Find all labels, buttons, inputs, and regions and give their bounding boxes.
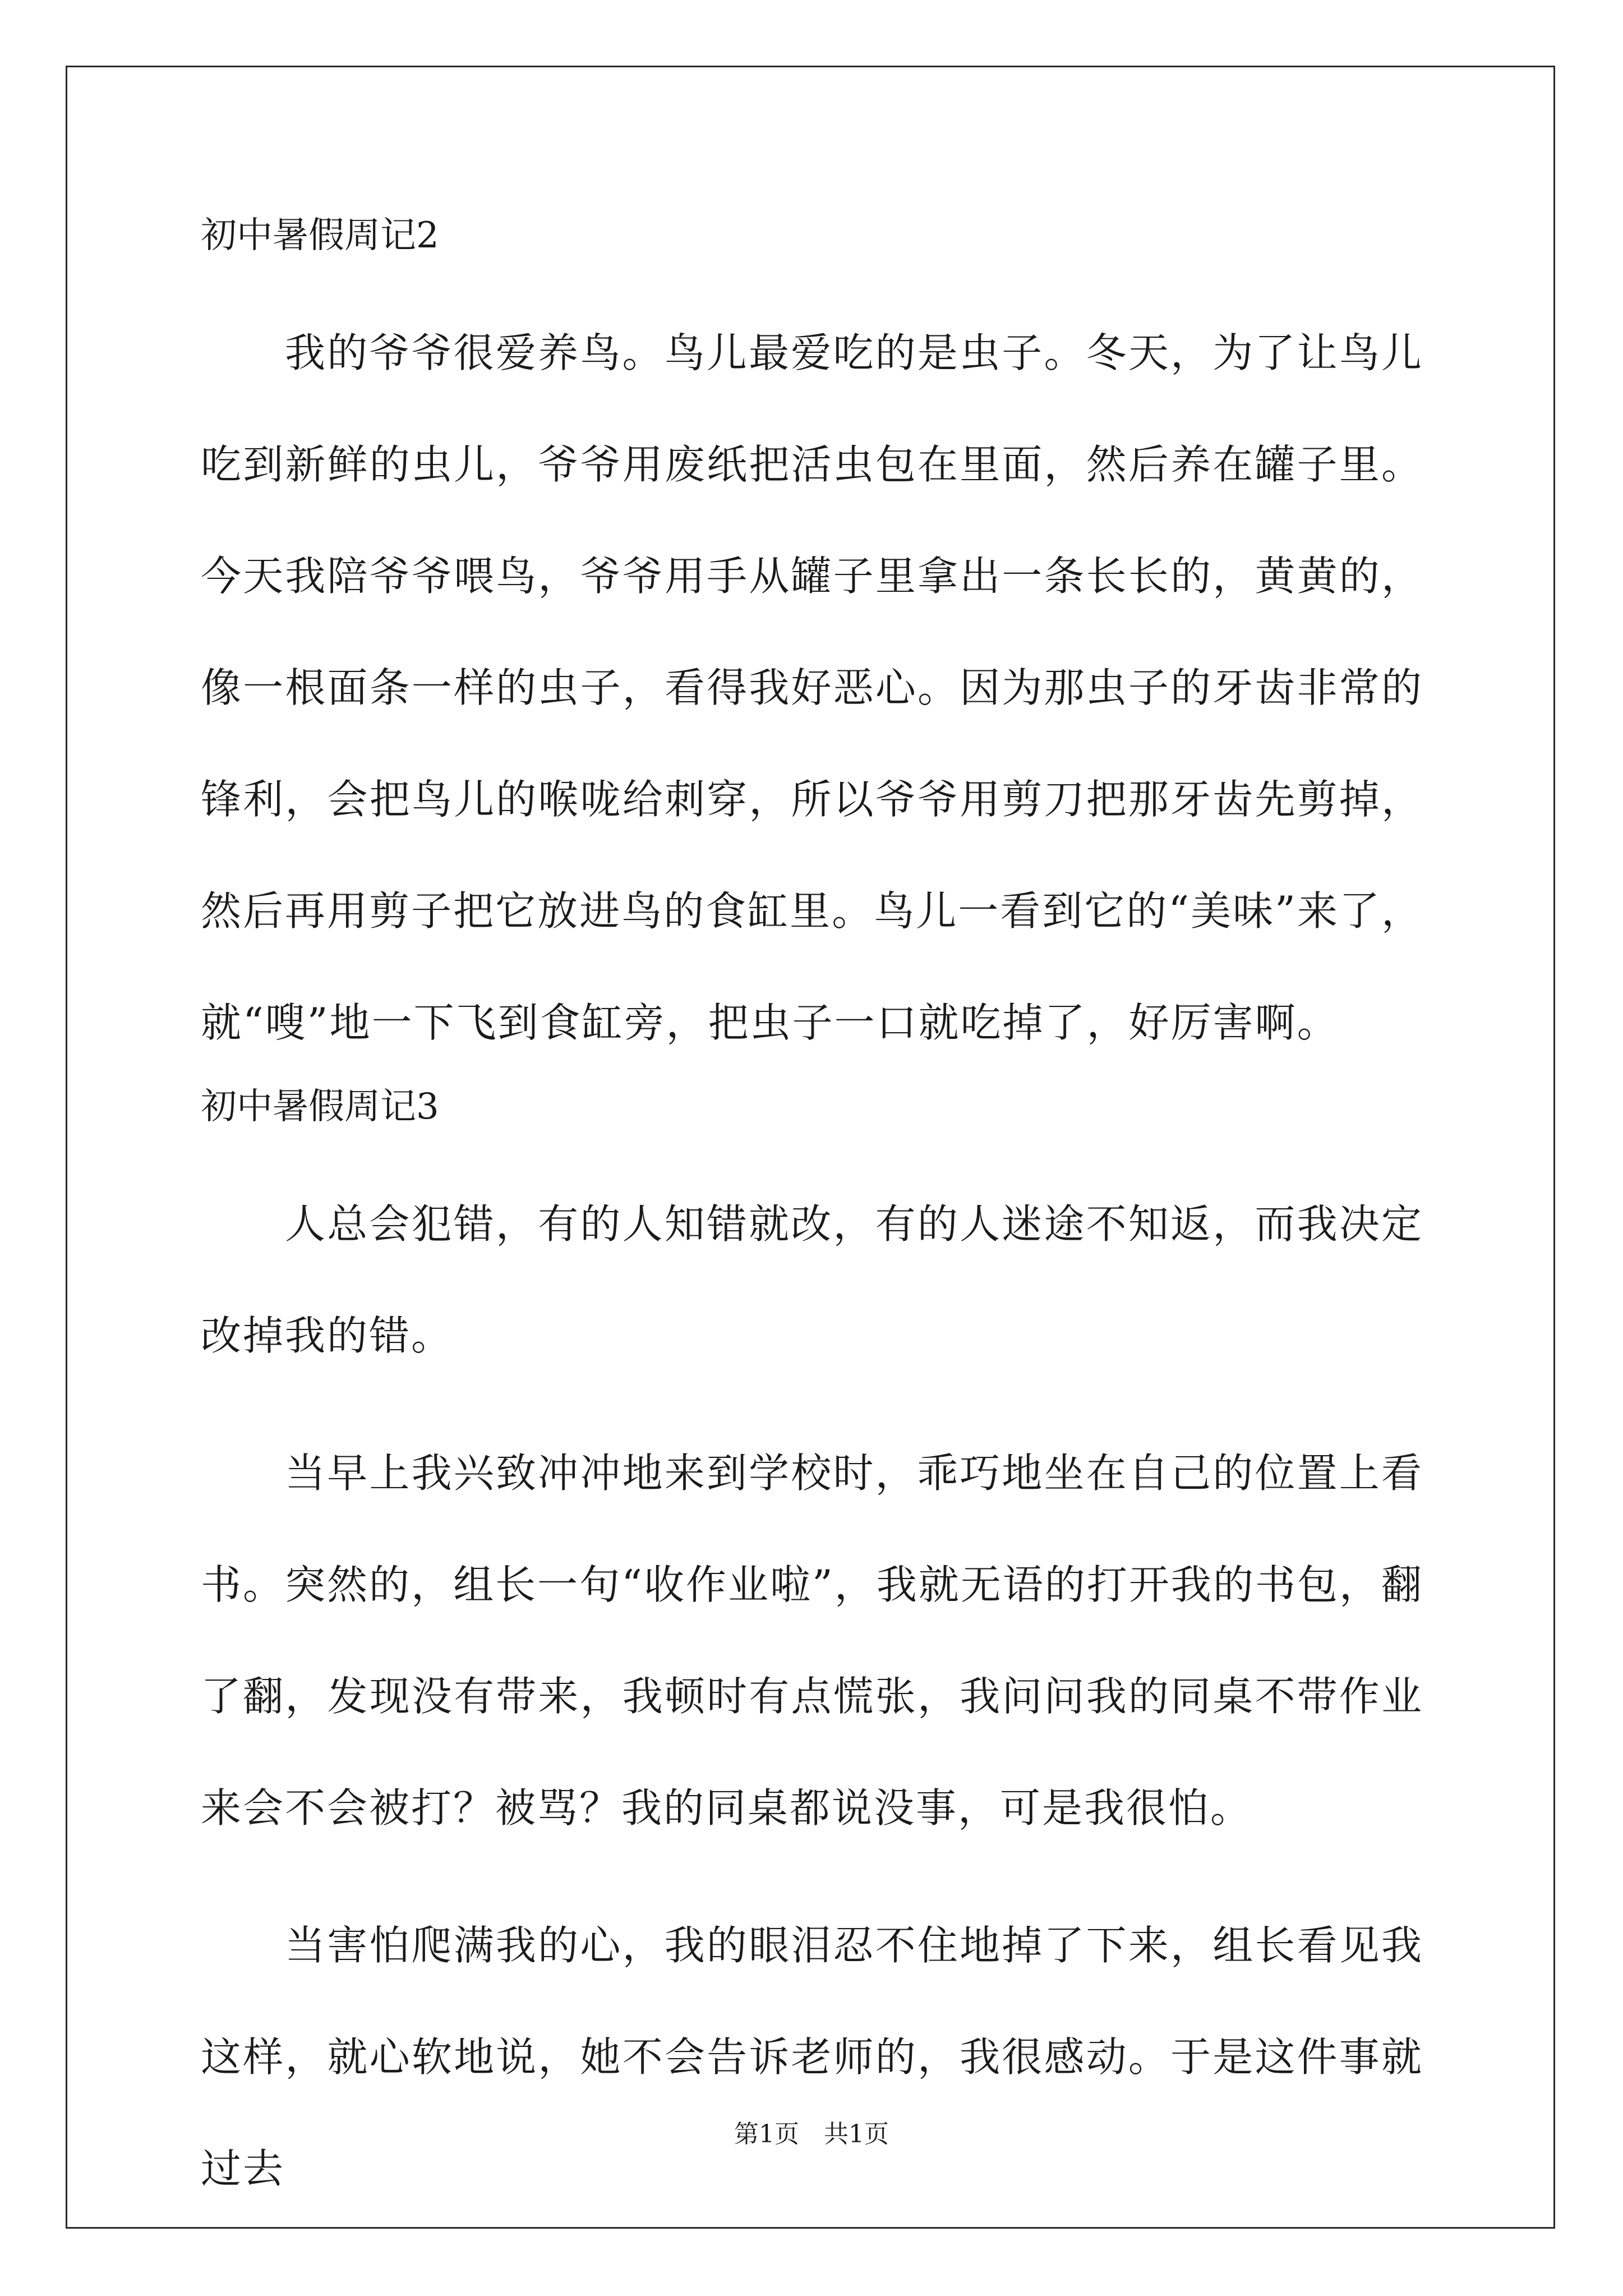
section-2-paragraph-1: 人总会犯错，有的人知错就改，有的人迷途不知返，而我决定改掉我的错。 bbox=[201, 1200, 1423, 1359]
section-heading-2: 初中暑假周记3 bbox=[201, 1086, 439, 1128]
section-2-paragraph-2: 当早上我兴致冲冲地来到学校时，乖巧地坐在自己的位置上看书。突然的，组长一句“收作业啦”，我就无语的打开我的书包，翻了翻，发现没有带来，我顿时有点慌张，我问问我的同桌不带作业来会不会被打？被骂？我的同桌都说没事，可是我很怕。 bbox=[201, 1450, 1423, 1832]
section-1-paragraph-1: 我的爷爷很爱养鸟。鸟儿最爱吃的是虫子。冬天，为了让鸟儿吃到新鲜的虫儿，爷爷用废纸把活虫包在里面，然后养在罐子里。今天我陪爷爷喂鸟，爷爷用手从罐子里拿出一条长长的，黄黄的，像一根面条一样的虫子，看得我好恶心。因为那虫子的牙齿非常的锋利，会把鸟儿的喉咙给刺穿，所以爷爷用剪刀把那牙齿先剪掉，然后再用剪子把它放进鸟的食缸里。鸟儿一看到它的“美味”来了，就“嗖”地一下飞到食缸旁，把虫子一口就吃掉了，好厉害啊。 bbox=[201, 329, 1423, 1046]
section-heading-1: 初中暑假周记2 bbox=[201, 215, 439, 256]
section-2-paragraph-3: 当害怕爬满我的心，我的眼泪忍不住地掉了下来，组长看见我这样，就心软地说，她不会告诉老师的，我很感动。于是这件事就过去 bbox=[201, 1922, 1423, 2192]
document-body bbox=[201, 208, 1423, 2225]
page-footer: 第1页 共1页 bbox=[734, 2120, 889, 2148]
